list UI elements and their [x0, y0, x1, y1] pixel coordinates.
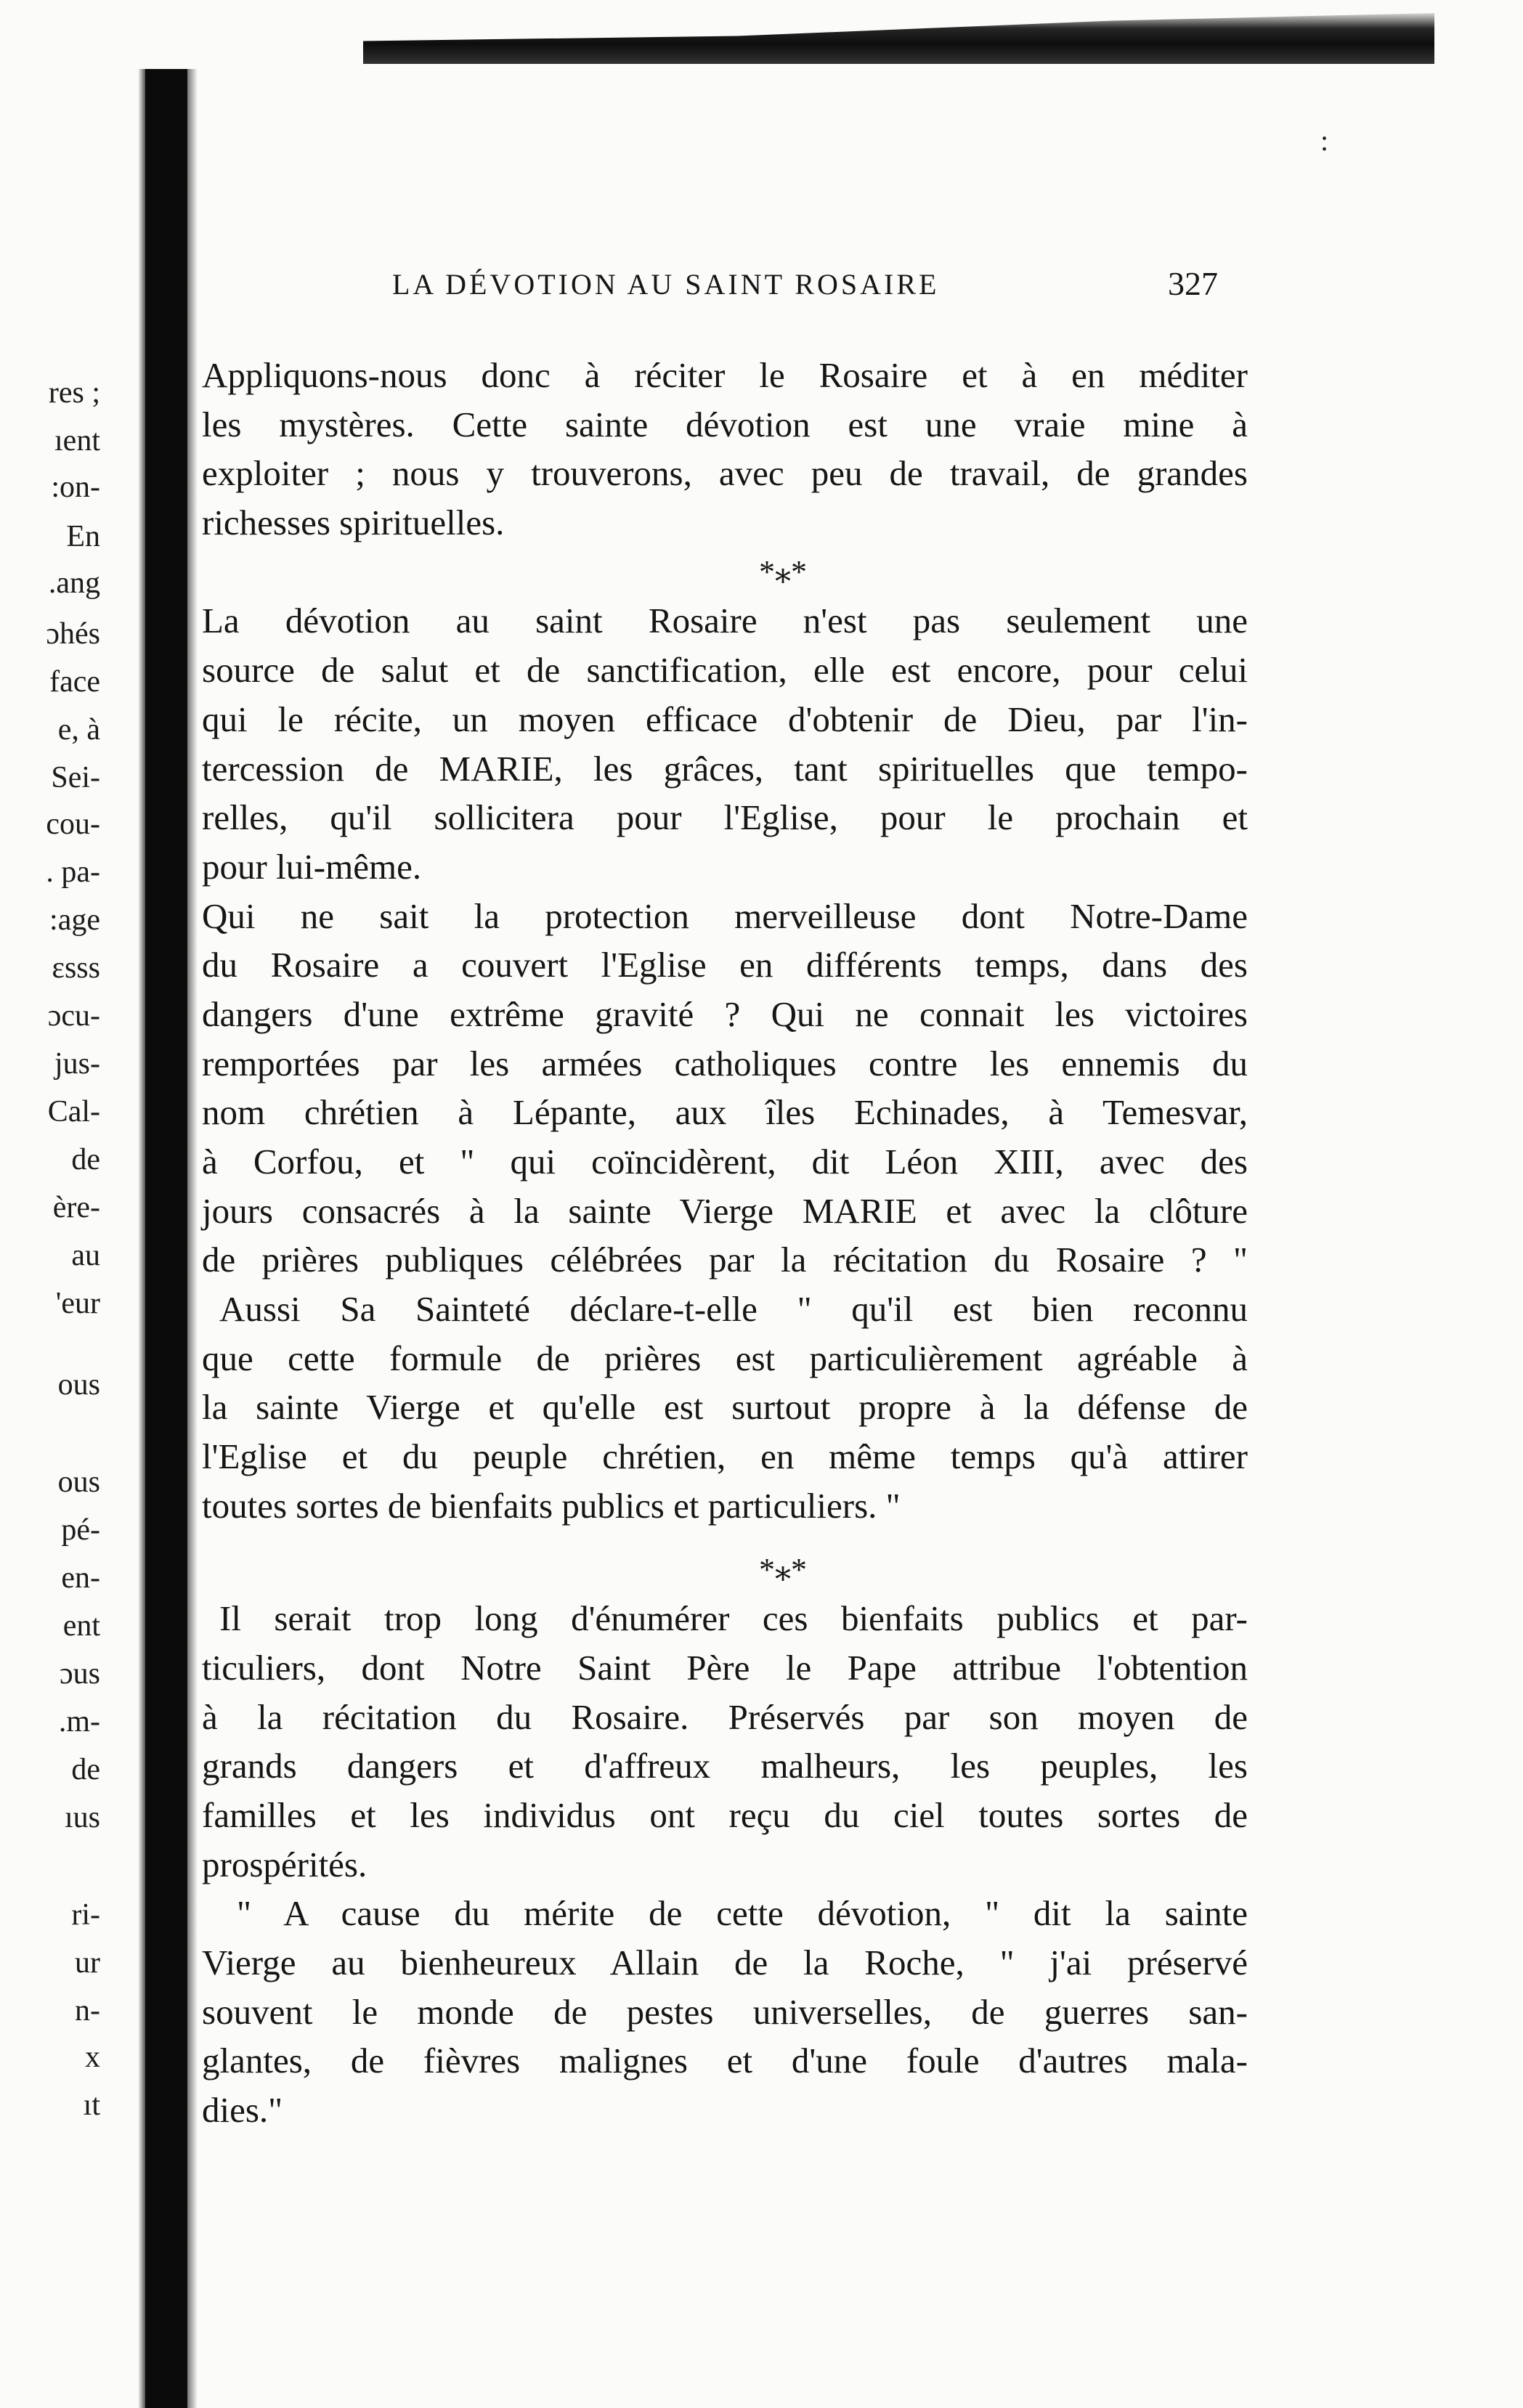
margin-fragment: en- — [61, 1561, 100, 1595]
text-line: l'Eglise et du peuple chrétien, en même temps qu'à attirer — [202, 1436, 1248, 1477]
margin-fragment: x — [85, 2041, 100, 2074]
text-line: exploiter ; nous y trouverons, avec peu de travail, de grandes — [202, 453, 1248, 494]
scan-top-edge-shadow — [363, 13, 1434, 64]
margin-fragment: ɔcu- — [47, 999, 100, 1033]
margin-fragment: .ang — [48, 566, 100, 600]
text-line: grands dangers et d'affreux malheurs, les peuples, les — [202, 1746, 1248, 1786]
text-line: La dévotion au saint Rosaire n'est pas seulement une — [202, 601, 1248, 641]
text-line: Qui ne sait la protection merveilleuse dont Notre-Dame — [202, 895, 1248, 936]
text-line: Vierge au bienheureux Allain de la Roche, " j'ai préservé — [202, 1943, 1248, 1982]
text-line: remportées par les armées catholiques contre les ennemis du — [202, 1043, 1248, 1083]
text-line: de prières publiques célébrées par la récitation du Rosaire ? " — [202, 1240, 1248, 1280]
text-line: à la récitation du Rosaire. Préservés par son moyen de — [202, 1696, 1248, 1737]
margin-fragment: de — [71, 1753, 100, 1786]
text-line: à Corfou, et " qui coïncidèrent, dit Léon XIII, avec des — [202, 1142, 1248, 1181]
text-line: Aussi Sa Sainteté déclare-t-elle " qu'il est bien reconnu — [219, 1289, 1248, 1330]
text-line: jours consacrés à la sainte Vierge MARIE et avec la clôture — [202, 1190, 1248, 1231]
book-gutter-shadow — [145, 69, 187, 2408]
text-line: richesses spirituelles. — [202, 503, 505, 543]
margin-fragment: ɔhés — [46, 617, 100, 651]
text-line: nom chrétien à Lépante, aux îles Echinades, à Temesvar, — [202, 1092, 1248, 1133]
margin-fragment: n- — [75, 1994, 100, 2027]
margin-fragment: pé- — [61, 1513, 100, 1547]
section-separator: *⁎* — [759, 1551, 807, 1587]
margin-fragment: ri- — [71, 1898, 100, 1932]
margin-fragment: ur — [75, 1946, 100, 1980]
text-line: prospérités. — [202, 1844, 367, 1884]
text-line: dies." — [202, 2090, 283, 2131]
margin-fragment: ous — [57, 1465, 100, 1499]
margin-fragment: 'eur — [55, 1287, 100, 1320]
text-line: Appliquons-nous donc à réciter le Rosaire et à en méditer — [202, 355, 1248, 395]
text-line: ticuliers, dont Notre Saint Père le Pape attribue l'obtention — [202, 1647, 1248, 1688]
text-line: familles et les individus ont reçu du ciel toutes sortes de — [202, 1794, 1248, 1835]
margin-fragment: ent — [62, 1609, 100, 1643]
margin-fragment: e, à — [57, 713, 100, 747]
text-line: la sainte Vierge et qu'elle est surtout propre à la défense de — [202, 1387, 1248, 1428]
margin-fragment: :on- — [51, 471, 100, 504]
text-line: pour lui-même. — [202, 846, 422, 887]
margin-fragment: .m- — [58, 1705, 100, 1738]
margin-fragment: res ; — [48, 376, 100, 410]
margin-fragment: cou- — [46, 808, 100, 841]
margin-fragment: En — [66, 520, 100, 553]
margin-fragment: :age — [49, 903, 100, 937]
text-line: relles, qu'il sollicitera pour l'Eglise, pour le prochain et — [202, 797, 1248, 838]
text-line: tercession de MARIE, les grâces, tant spirituelles que tempo- — [202, 748, 1248, 789]
margin-fragment: ous — [57, 1368, 100, 1402]
page-number: 327 — [1168, 265, 1218, 302]
margin-fragment: Sei- — [51, 761, 100, 794]
margin-fragment: ıus — [64, 1801, 100, 1834]
corner-mark: : — [1320, 124, 1329, 157]
margin-fragment: face — [49, 665, 100, 699]
page-body — [202, 351, 1248, 2135]
text-line: " A cause du mérite de cette dévotion, " dit la sainte — [237, 1893, 1248, 1934]
margin-fragment: au — [71, 1239, 100, 1272]
margin-fragment: Cal- — [47, 1095, 100, 1128]
running-head: LA DÉVOTION AU SAINT ROSAIRE — [392, 268, 940, 301]
text-line: qui le récite, un moyen efficace d'obtenir de Dieu, par l'in- — [202, 699, 1248, 739]
text-line: que cette formule de prières est particulièrement agréable à — [202, 1338, 1248, 1378]
margin-fragment: jus- — [54, 1047, 100, 1081]
margin-fragment: ère- — [52, 1191, 100, 1224]
margin-fragment: ɔus — [60, 1657, 100, 1691]
text-line: source de salut et de sanctification, elle est encore, pour celui — [202, 650, 1248, 691]
margin-fragment: ɛsss — [52, 951, 100, 985]
text-line: Il serait trop long d'énumérer ces bienfaits publics et par- — [219, 1598, 1248, 1639]
text-line: du Rosaire a couvert l'Eglise en différents temps, dans des — [202, 945, 1248, 985]
text-line: glantes, de fièvres malignes et d'une foule d'autres mala- — [202, 2041, 1248, 2081]
margin-fragment: . pa- — [46, 855, 100, 889]
text-line: souvent le monde de pestes universelles, de guerres san- — [202, 1991, 1248, 2032]
text-line: les mystères. Cette sainte dévotion est une vraie mine à — [202, 404, 1248, 444]
margin-fragment: de — [71, 1143, 100, 1176]
text-line: dangers d'une extrême gravité ? Qui ne connait les victoires — [202, 993, 1248, 1034]
margin-fragment: ıt — [83, 2088, 100, 2122]
text-line: toutes sortes de bienfaits publics et particuliers. " — [202, 1485, 901, 1526]
section-separator: *⁎* — [759, 553, 807, 590]
margin-fragment: ıent — [54, 424, 100, 457]
